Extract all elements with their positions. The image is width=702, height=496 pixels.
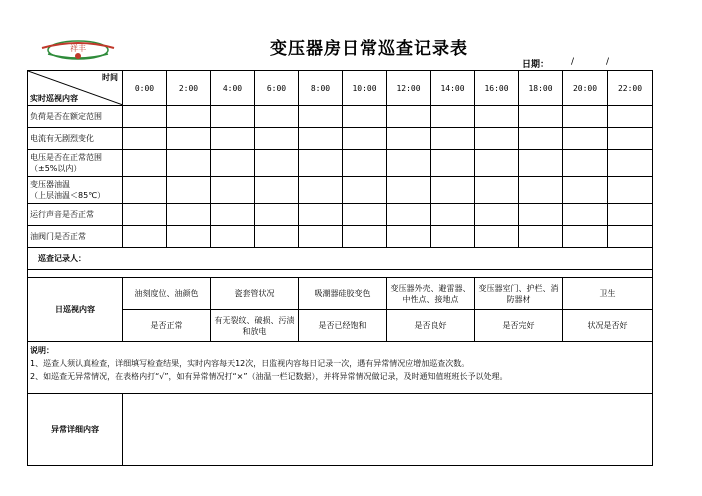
time-cell: 20:00 xyxy=(563,71,608,106)
check-cell[interactable] xyxy=(431,106,475,128)
check-cell[interactable] xyxy=(519,177,563,204)
check-cell[interactable] xyxy=(387,128,431,150)
check-cell[interactable] xyxy=(123,226,167,248)
row-label: 油阀门是否正常 xyxy=(28,226,123,248)
check-cell[interactable] xyxy=(299,150,343,177)
check-cell[interactable] xyxy=(123,128,167,150)
check-cell[interactable] xyxy=(519,106,563,128)
table-row xyxy=(28,150,653,177)
check-cell[interactable] xyxy=(431,204,475,226)
check-cell[interactable] xyxy=(343,204,387,226)
table-row xyxy=(28,177,653,204)
time-cell: 18:00 xyxy=(519,71,563,106)
check-cell[interactable] xyxy=(167,106,211,128)
daily-inspection-label: 日巡视内容 xyxy=(28,278,123,342)
company-logo xyxy=(38,36,118,64)
check-cell[interactable] xyxy=(211,177,255,204)
time-cell: 12:00 xyxy=(387,71,431,106)
check-cell[interactable] xyxy=(475,204,519,226)
check-cell[interactable] xyxy=(563,204,608,226)
abnormal-details-label: 异常详细内容 xyxy=(28,394,123,466)
item-header: 实时巡视内容 xyxy=(30,94,78,103)
check-cell[interactable] xyxy=(387,177,431,204)
daily-item-check[interactable]: 是否正常 xyxy=(123,310,211,342)
time-cell: 0:00 xyxy=(123,71,167,106)
check-cell[interactable] xyxy=(563,106,608,128)
time-cell: 10:00 xyxy=(343,71,387,106)
row-label: 电压是否在正常范围 （±5%以内） xyxy=(28,150,123,177)
date-separator: / xyxy=(606,57,610,67)
check-cell[interactable] xyxy=(519,150,563,177)
check-cell[interactable] xyxy=(167,128,211,150)
time-cell: 16:00 xyxy=(475,71,519,106)
daily-item-name: 吸潮器硅胶变色 xyxy=(299,278,387,310)
check-cell[interactable] xyxy=(211,106,255,128)
check-cell[interactable] xyxy=(387,204,431,226)
inspector-label: 巡查记录人： xyxy=(38,254,86,263)
date-field[interactable] xyxy=(522,57,610,70)
check-cell[interactable] xyxy=(563,150,608,177)
time-cell: 2:00 xyxy=(167,71,211,106)
check-cell[interactable] xyxy=(608,204,653,226)
check-cell[interactable] xyxy=(608,226,653,248)
check-cell[interactable] xyxy=(299,204,343,226)
check-cell[interactable] xyxy=(519,204,563,226)
time-cell: 4:00 xyxy=(211,71,255,106)
check-cell[interactable] xyxy=(255,128,299,150)
check-cell[interactable] xyxy=(343,128,387,150)
check-cell[interactable] xyxy=(299,106,343,128)
check-cell[interactable] xyxy=(431,150,475,177)
daily-item-name: 变压器室门、护栏、消防器材 xyxy=(475,278,563,310)
check-cell[interactable] xyxy=(431,177,475,204)
row-label: 运行声音是否正常 xyxy=(28,204,123,226)
check-cell[interactable] xyxy=(431,226,475,248)
daily-item-check[interactable]: 是否完好 xyxy=(475,310,563,342)
logo-text: 祥丰 xyxy=(70,44,86,53)
time-cell: 8:00 xyxy=(299,71,343,106)
check-cell[interactable] xyxy=(387,106,431,128)
inspector-signature-field[interactable] xyxy=(28,248,653,270)
check-cell[interactable] xyxy=(563,226,608,248)
check-cell[interactable] xyxy=(255,177,299,204)
check-cell[interactable] xyxy=(343,226,387,248)
check-cell[interactable] xyxy=(123,150,167,177)
time-cell: 14:00 xyxy=(431,71,475,106)
check-cell[interactable] xyxy=(563,177,608,204)
check-cell[interactable] xyxy=(211,204,255,226)
diagonal-header-cell xyxy=(28,71,123,106)
check-cell[interactable] xyxy=(475,226,519,248)
check-cell[interactable] xyxy=(211,226,255,248)
spacer-row xyxy=(28,270,653,278)
check-cell[interactable] xyxy=(167,150,211,177)
check-cell[interactable] xyxy=(167,204,211,226)
table-row xyxy=(28,128,653,150)
notes-line: 2、如巡查无异常情况，在表格内打“√”，如有异常情况打“×”（油温一栏记数据），并将异常情况做记录，及时通知值班班长予以处理。 xyxy=(30,372,508,381)
abnormal-details-field[interactable] xyxy=(123,394,653,466)
check-cell[interactable] xyxy=(475,106,519,128)
check-cell[interactable] xyxy=(608,177,653,204)
daily-item-check[interactable]: 有无裂纹、破损、污渍和放电 xyxy=(211,310,299,342)
check-cell[interactable] xyxy=(475,150,519,177)
check-cell[interactable] xyxy=(475,177,519,204)
notes-line: 1、巡查人须认真检查，详细填写检查结果，实时内容每天12次，日监视内容每日记录一次，遇有异常情况应增加巡查次数。 xyxy=(30,359,470,368)
check-cell[interactable] xyxy=(255,204,299,226)
row-label: 电流有无剧烈变化 xyxy=(28,128,123,150)
check-cell[interactable] xyxy=(563,128,608,150)
check-cell[interactable] xyxy=(123,177,167,204)
check-cell[interactable] xyxy=(299,128,343,150)
table-row xyxy=(28,106,653,128)
table-row xyxy=(28,226,653,248)
time-cell: 22:00 xyxy=(608,71,653,106)
check-cell[interactable] xyxy=(211,150,255,177)
daily-item-check[interactable]: 是否良好 xyxy=(387,310,475,342)
daily-item-name: 卫生 xyxy=(563,278,653,310)
table-row xyxy=(28,204,653,226)
check-cell[interactable] xyxy=(343,177,387,204)
check-cell[interactable] xyxy=(519,226,563,248)
check-cell[interactable] xyxy=(608,150,653,177)
check-cell[interactable] xyxy=(608,106,653,128)
daily-item-check[interactable]: 是否已经饱和 xyxy=(299,310,387,342)
check-cell[interactable] xyxy=(211,128,255,150)
daily-item-name: 油刻度位、油颜色 xyxy=(123,278,211,310)
check-cell[interactable] xyxy=(431,128,475,150)
inspection-table xyxy=(27,70,653,466)
check-cell[interactable] xyxy=(123,106,167,128)
check-cell[interactable] xyxy=(608,128,653,150)
check-cell[interactable] xyxy=(519,128,563,150)
notes-section xyxy=(28,342,653,394)
page-title: 变压器房日常巡查记录表 xyxy=(270,39,468,59)
check-cell[interactable] xyxy=(387,226,431,248)
check-cell[interactable] xyxy=(343,150,387,177)
check-cell[interactable] xyxy=(255,106,299,128)
row-label: 变压器油温 （上层油温＜85℃） xyxy=(28,177,123,204)
daily-item-name: 变压器外壳、避雷器、中性点、接地点 xyxy=(387,278,475,310)
time-header: 时间 xyxy=(102,73,118,82)
check-cell[interactable] xyxy=(255,150,299,177)
check-cell[interactable] xyxy=(299,177,343,204)
time-cell: 6:00 xyxy=(255,71,299,106)
date-separator: / xyxy=(571,57,575,67)
daily-item-name: 瓷套管状况 xyxy=(211,278,299,310)
check-cell[interactable] xyxy=(343,106,387,128)
date-label: 日期： xyxy=(522,60,550,70)
daily-item-check[interactable]: 状况是否好 xyxy=(563,310,653,342)
check-cell[interactable] xyxy=(475,128,519,150)
check-cell[interactable] xyxy=(299,226,343,248)
check-cell[interactable] xyxy=(123,204,167,226)
check-cell[interactable] xyxy=(167,226,211,248)
row-label: 负荷是否在额定范围 xyxy=(28,106,123,128)
notes-title: 说明： xyxy=(30,346,54,355)
check-cell[interactable] xyxy=(255,226,299,248)
check-cell[interactable] xyxy=(167,177,211,204)
check-cell[interactable] xyxy=(387,150,431,177)
